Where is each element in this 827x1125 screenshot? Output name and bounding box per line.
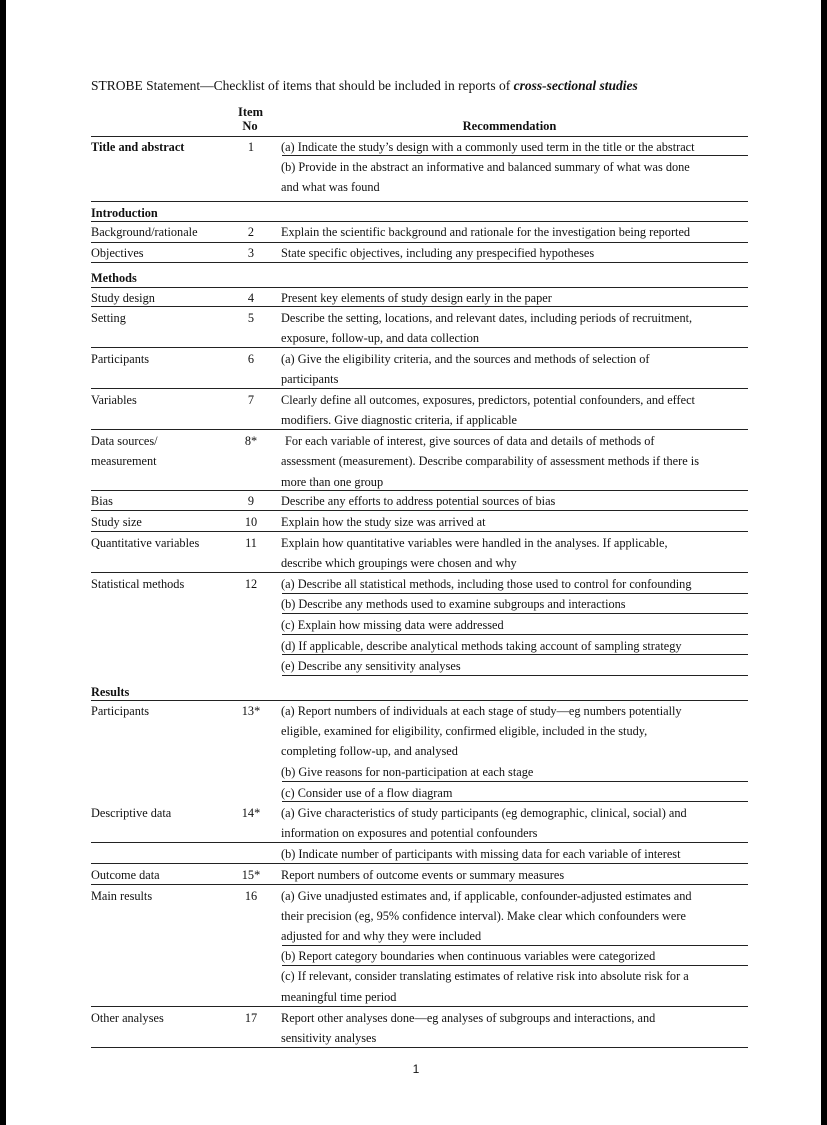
table-rule — [91, 388, 748, 389]
table-rule — [91, 1047, 748, 1048]
recommendation-text: (c) Consider use of a flow diagram — [281, 786, 453, 800]
table-rule — [282, 801, 748, 802]
recommendation-text: (a) Indicate the study’s design with a commonly used term in the title or the abstract — [281, 140, 695, 154]
item-number: 9 — [247, 494, 255, 508]
recommendation-text: State specific objectives, including any prespecified hypotheses — [281, 246, 595, 260]
table-rule — [282, 781, 748, 782]
recommendation-text: Describe any efforts to address potential sources of bias — [281, 494, 556, 508]
item-number: 11 — [245, 536, 257, 550]
column-header-item-no — [238, 105, 262, 133]
item-number: 10 — [244, 515, 258, 529]
recommendation-text: Report other analyses done—eg analyses of subgroups and interactions, and — [281, 1011, 656, 1025]
section-heading: Results — [91, 685, 130, 699]
table-rule — [282, 654, 748, 655]
column-header-recommendation: Recommendation — [462, 119, 557, 133]
recommendation-text: (a) Give unadjusted estimates and, if applicable, confounder-adjusted estimates and — [281, 889, 692, 903]
item-number: 7 — [247, 393, 255, 407]
item-label: Main results — [91, 889, 153, 903]
item-number: 3 — [247, 246, 255, 260]
recommendation-text: sensitivity analyses — [281, 1031, 377, 1045]
item-label: Variables — [91, 393, 137, 407]
item-label: Other analyses — [91, 1011, 164, 1025]
recommendation-text: Explain how the study size was arrived at — [281, 515, 486, 529]
section-heading: Methods — [91, 271, 137, 285]
item-number: 2 — [247, 225, 255, 239]
recommendation-text: (e) Describe any sensitivity analyses — [281, 659, 461, 673]
table-rule — [91, 572, 748, 573]
item-label: Participants — [91, 704, 150, 718]
table-rule — [282, 965, 748, 966]
recommendation-text: information on exposures and potential confounders — [281, 826, 538, 840]
table-rule — [91, 884, 748, 885]
document-title — [91, 78, 638, 94]
table-rule — [282, 613, 748, 614]
recommendation-text: (d) If applicable, describe analytical methods taking account of sampling strategy — [281, 639, 682, 653]
recommendation-text: (a) Give the eligibility criteria, and the sources and methods of selection of — [281, 352, 650, 366]
section-heading: Title and abstract — [91, 140, 185, 154]
recommendation-text: Explain the scientific background and rationale for the investigation being reported — [281, 225, 691, 239]
document-page — [6, 0, 821, 1125]
item-number: 4 — [247, 291, 255, 305]
recommendation-text: (b) Indicate number of participants with missing data for each variable of interest — [281, 847, 681, 861]
table-rule — [91, 306, 748, 307]
table-rule — [91, 490, 748, 491]
recommendation-text: their precision (eg, 95% confidence interval). Make clear which confounders were — [281, 909, 686, 923]
recommendation-text: eligible, examined for eligibility, confirmed eligible, included in the study, — [281, 724, 648, 738]
title-prefix: STROBE Statement—Checklist of items that should be included in reports of — [91, 78, 514, 93]
item-number: 16 — [244, 889, 258, 903]
item-number: 17 — [244, 1011, 258, 1025]
recommendation-text: more than one group — [281, 475, 384, 489]
item-number: 1 — [247, 140, 255, 154]
header-item: Item — [238, 105, 263, 119]
item-label: Objectives — [91, 246, 144, 260]
section-heading: Introduction — [91, 206, 158, 220]
recommendation-text: (c) Explain how missing data were addressed — [281, 618, 504, 632]
recommendation-text: Explain how quantitative variables were handled in the analyses. If applicable, — [281, 536, 668, 550]
table-rule — [91, 700, 748, 701]
header-no: No — [242, 119, 258, 133]
item-number: 13* — [241, 704, 261, 718]
recommendation-text: (b) Give reasons for non-participation at each stage — [281, 765, 534, 779]
item-label: Participants — [91, 352, 150, 366]
table-rule — [91, 429, 748, 430]
recommendation-text: completing follow-up, and analysed — [281, 744, 458, 758]
item-label: Quantitative variables — [91, 536, 200, 550]
table-rule — [91, 136, 748, 137]
item-label: Descriptive data — [91, 806, 172, 820]
table-rule — [91, 510, 748, 511]
table-rule — [282, 634, 748, 635]
recommendation-text: (a) Describe all statistical methods, including those used to control for confounding — [281, 577, 692, 591]
recommendation-text: exposure, follow-up, and data collection — [281, 331, 480, 345]
recommendation-text: describe which groupings were chosen and why — [281, 556, 517, 570]
table-rule — [282, 593, 748, 594]
item-label: Study design — [91, 291, 155, 305]
recommendation-text: (a) Report numbers of individuals at each stage of study—eg numbers potentially — [281, 704, 682, 718]
table-rule — [91, 531, 748, 532]
item-number: 6 — [247, 352, 255, 366]
title-emphasis: cross-sectional studies — [513, 78, 638, 93]
recommendation-text: adjusted for and why they were included — [281, 929, 482, 943]
item-label: Data sources/ — [91, 434, 158, 448]
item-label: Statistical methods — [91, 577, 185, 591]
item-label: Background/rationale — [91, 225, 198, 239]
recommendation-text: and what was found — [281, 180, 380, 194]
recommendation-text: (b) Describe any methods used to examine subgroups and interactions — [281, 597, 626, 611]
item-number: 15* — [241, 868, 261, 882]
table-rule — [282, 155, 748, 156]
recommendation-text: (b) Report category boundaries when continuous variables were categorized — [281, 949, 656, 963]
item-number: 5 — [247, 311, 255, 325]
recommendation-text: For each variable of interest, give sources of data and details of methods of — [285, 434, 655, 448]
recommendation-text: Describe the setting, locations, and relevant dates, including periods of recruitment, — [281, 311, 693, 325]
table-rule — [91, 347, 748, 348]
item-number: 8* — [244, 434, 258, 448]
item-label: Study size — [91, 515, 142, 529]
item-label: Bias — [91, 494, 113, 508]
table-rule — [91, 242, 748, 243]
table-rule — [91, 863, 748, 864]
recommendation-text: participants — [281, 372, 339, 386]
recommendation-text: (a) Give characteristics of study participants (eg demographic, clinical, social) and — [281, 806, 687, 820]
item-number: 12 — [244, 577, 258, 591]
recommendation-text: Present key elements of study design early in the paper — [281, 291, 552, 305]
recommendation-text: modifiers. Give diagnostic criteria, if applicable — [281, 413, 517, 427]
table-rule — [91, 221, 748, 222]
item-label: measurement — [91, 454, 157, 468]
page-number: 1 — [412, 1062, 420, 1076]
table-rule — [282, 675, 748, 676]
recommendation-text: Report numbers of outcome events or summary measures — [281, 868, 565, 882]
table-rule — [282, 945, 748, 946]
table-rule — [91, 262, 748, 263]
recommendation-text: (c) If relevant, consider translating estimates of relative risk into absolute risk for a — [281, 969, 689, 983]
recommendation-text: Clearly define all outcomes, exposures, predictors, potential confounders, and effect — [281, 393, 695, 407]
item-label: Outcome data — [91, 868, 160, 882]
recommendation-text: (b) Provide in the abstract an informative and balanced summary of what was done — [281, 160, 690, 174]
table-rule — [91, 1006, 748, 1007]
recommendation-text: meaningful time period — [281, 990, 397, 1004]
table-rule — [91, 201, 748, 202]
table-rule — [91, 287, 748, 288]
recommendation-text: assessment (measurement). Describe comparability of assessment methods if there is — [281, 454, 699, 468]
table-rule — [91, 842, 748, 843]
item-label: Setting — [91, 311, 126, 325]
item-number: 14* — [241, 806, 261, 820]
